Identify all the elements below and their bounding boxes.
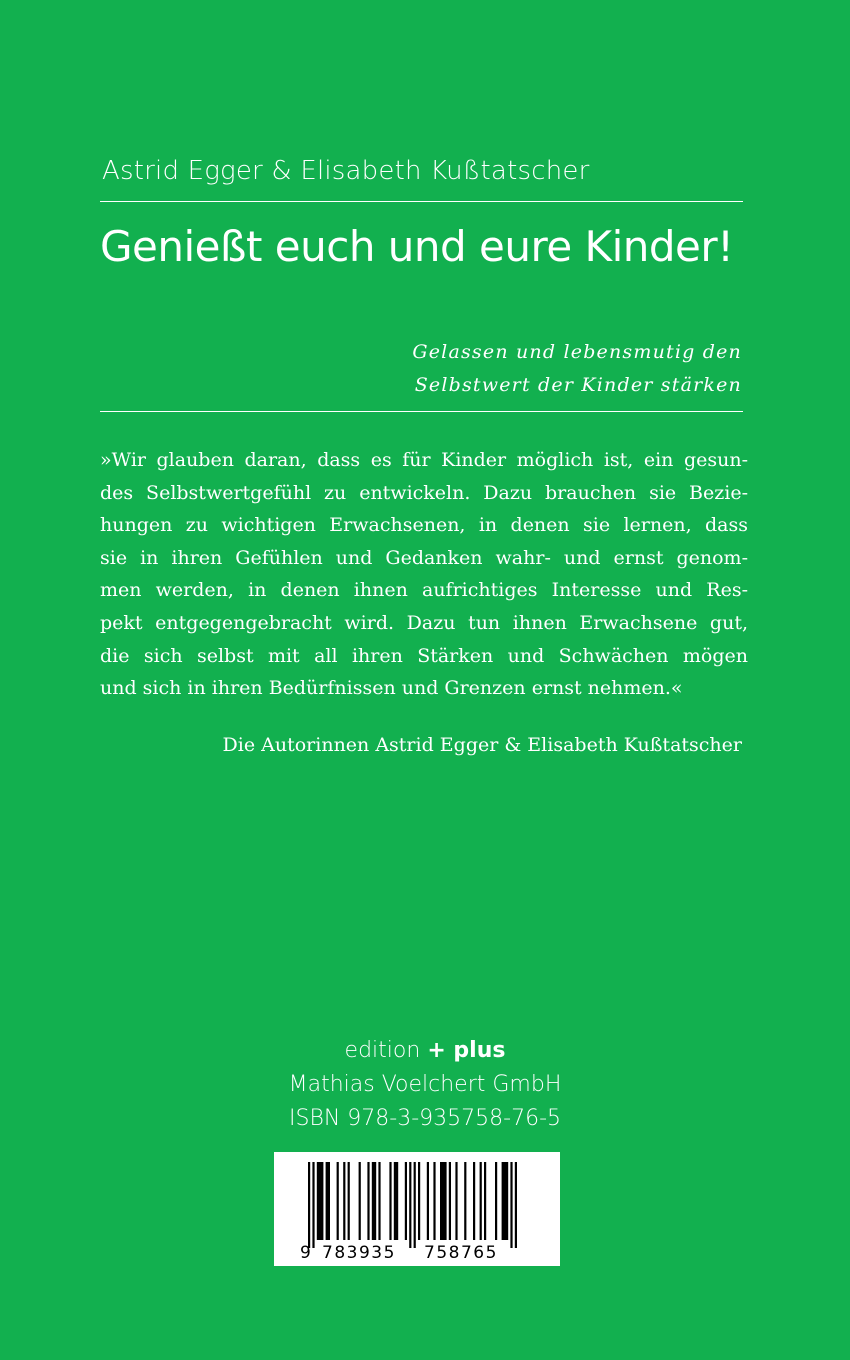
attribution: Die Autorinnen Astrid Egger & Elisabeth Kußtatscher [222,734,742,756]
barcode-bar [394,1162,398,1240]
subtitle [412,336,742,402]
quote-line: sie in ihren Gefühlen und Gedanken wahr- und ernst genom- [100,546,748,569]
barcode-right-digits: 758765 [424,1243,498,1263]
barcode-bar [449,1162,451,1240]
barcode-bar [414,1162,416,1248]
publisher-block [0,1034,850,1136]
barcode-bar [317,1162,324,1240]
isbn: ISBN 978-3-935758-76-5 [288,1106,562,1131]
quote-line: men werden, in denen ihnen aufrichtiges Interesse und Res- [100,579,748,602]
plus-word: + plus [427,1038,506,1063]
barcode-bar [455,1162,457,1240]
barcode-bar [367,1162,369,1240]
publisher-logo [0,1034,850,1068]
edition-word: edition [344,1038,421,1063]
barcode-bar [312,1162,314,1248]
authors: Astrid Egger & Elisabeth Kußtatscher [102,156,590,186]
quote-line: die sich selbst mit all ihren Stärken und Schwächen mögen [100,644,748,667]
barcode-bar [427,1162,429,1240]
quote-line: pekt entgegengebracht wird. Dazu tun ihnen Erwachsene gut, [100,611,748,634]
barcode-bar [372,1162,376,1240]
book-title: Genießt euch und eure Kinder! [100,222,734,271]
barcode-bar [348,1162,350,1240]
subtitle-line: Gelassen und lebensmutig den [412,341,742,363]
barcode-bar [484,1162,486,1240]
quote-line: und sich in ihren Bedürfnissen und Grenzen ernst nehmen.« [100,677,683,700]
barcode-bar [343,1162,345,1240]
barcode-bar [515,1162,517,1248]
barcode-bar [495,1162,497,1240]
quote-line: des Selbstwertgefühl zu entwickeln. Dazu brauchen sie Bezie- [100,481,748,504]
barcode [274,1152,560,1266]
barcode-bar [480,1162,482,1240]
barcode-bar [405,1162,407,1240]
barcode-bar [510,1162,512,1248]
barcode-bar [326,1162,330,1240]
barcode-bar [464,1162,466,1240]
barcode-bar [389,1162,391,1240]
barcode-bar [409,1162,411,1248]
barcode-graphic [274,1152,560,1266]
barcode-bar [308,1162,310,1248]
barcode-bar [418,1162,420,1240]
publisher-name: Mathias Voelchert GmbH [288,1072,562,1097]
barcode-bar [440,1162,447,1240]
barcode-first-digit: 9 [300,1243,311,1263]
quote-line: hungen zu wichtigen Erwachsenen, in denen sie lernen, dass [100,514,748,537]
barcode-bar [359,1162,361,1240]
barcode-bar [378,1162,380,1240]
subtitle-line: Selbstwert der Kinder stärken [414,374,742,396]
barcode-bar [502,1162,509,1240]
barcode-bar [433,1162,435,1240]
barcode-bar [473,1162,475,1240]
barcode-bar [337,1162,339,1240]
middle-rule [100,411,743,412]
barcode-left-digits: 783935 [322,1243,396,1263]
top-rule [100,201,743,202]
blurb-quote [100,444,748,705]
quote-line: »Wir glauben daran, dass es für Kinder möglich ist, ein gesun- [100,449,748,471]
